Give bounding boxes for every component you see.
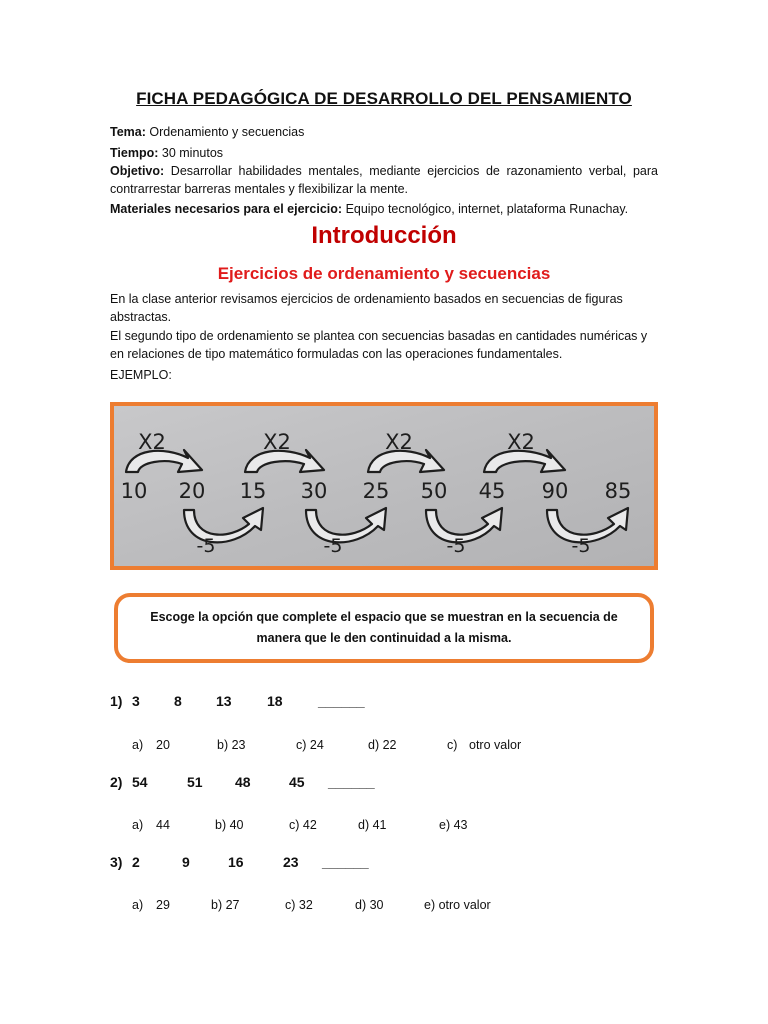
q3-option-value[interactable]: 29 xyxy=(156,898,170,912)
tiempo-value: 30 minutos xyxy=(161,146,224,160)
tiempo-label: Tiempo: xyxy=(110,146,159,160)
instruction-box: Escoge la opción que complete el espacio que se muestran en la secuencia de manera que le den continuidad a la misma. xyxy=(114,593,654,663)
q2-option-label: a) xyxy=(132,818,144,832)
sequence-number: 90 xyxy=(541,479,569,503)
sequence-number: 85 xyxy=(604,479,632,503)
meta-objetivo xyxy=(110,162,658,198)
tema-label: Tema: xyxy=(110,125,146,139)
question-1-term: 8 xyxy=(174,693,182,709)
question-1-term: 18 xyxy=(267,693,283,709)
question-3-blank[interactable]: ______ xyxy=(322,854,369,870)
q3-option[interactable]: e) otro valor xyxy=(424,898,491,912)
question-2-term: 45 xyxy=(289,774,305,790)
question-3-term: 2 xyxy=(132,854,140,870)
sequence-number: 25 xyxy=(362,479,390,503)
question-2-blank[interactable]: ______ xyxy=(328,774,375,790)
meta-tiempo xyxy=(110,144,658,162)
q1-option[interactable]: b) 23 xyxy=(217,738,246,752)
q3-option[interactable]: c) 32 xyxy=(285,898,313,912)
sequence-number: 15 xyxy=(239,479,267,503)
intro-paragraph-3: EJEMPLO: xyxy=(110,368,172,382)
multiply-label: X2 xyxy=(385,430,413,454)
sequence-number: 50 xyxy=(420,479,448,503)
question-3-number: 3) xyxy=(110,854,123,870)
multiply-label: X2 xyxy=(507,430,535,454)
intro-paragraph-2: El segundo tipo de ordenamiento se plantea con secuencias basadas en cantidades numéricas y en relaciones de tipo matemático formuladas con las operaciones fundamentales. xyxy=(110,329,648,361)
question-1-term: 13 xyxy=(216,693,232,709)
question-3-term: 16 xyxy=(228,854,244,870)
intro-heading: Introducción xyxy=(311,222,457,249)
multiply-label: X2 xyxy=(138,430,166,454)
meta-materiales xyxy=(110,200,658,218)
q3-option-label: a) xyxy=(132,898,144,912)
q2-option[interactable]: b) 40 xyxy=(215,818,244,832)
sequence-number: 20 xyxy=(178,479,206,503)
q3-option[interactable]: b) 27 xyxy=(211,898,240,912)
q2-option[interactable]: e) 43 xyxy=(439,818,468,832)
meta-tema xyxy=(110,123,658,141)
subtract-label: -5 xyxy=(196,535,216,557)
sequence-number: 10 xyxy=(120,479,148,503)
q1-option[interactable]: d) 22 xyxy=(368,738,397,752)
question-2-term: 51 xyxy=(187,774,203,790)
sequence-number: 30 xyxy=(300,479,328,503)
intro-subheading: Ejercicios de ordenamiento y secuencias xyxy=(217,264,551,283)
q3-option[interactable]: d) 30 xyxy=(355,898,384,912)
intro-paragraph-1: En la clase anterior revisamos ejercicios de ordenamiento basados en secuencias de figuras abstractas. xyxy=(110,292,623,324)
subtract-label: -5 xyxy=(323,535,343,557)
page-title: FICHA PEDAGÓGICA DE DESARROLLO DEL PENSAMIENTO xyxy=(136,89,632,108)
sequence-diagram xyxy=(114,406,654,566)
objetivo-value: Desarrollar habilidades mentales, mediante ejercicios de razonamiento verbal, para contrarrestar barreras mentales y flexibilizar la mente. xyxy=(110,164,658,196)
question-1-number: 1) xyxy=(110,693,123,709)
tema-value: Ordenamiento y secuencias xyxy=(149,125,305,139)
question-1-blank[interactable]: ______ xyxy=(318,693,365,709)
question-1-term: 3 xyxy=(132,693,140,709)
q1-option-label: c) xyxy=(447,738,458,752)
question-2-term: 54 xyxy=(132,774,148,790)
question-2-number: 2) xyxy=(110,774,123,790)
materiales-value: Equipo tecnológico, internet, plataforma Runachay. xyxy=(345,202,629,216)
question-2-term: 48 xyxy=(235,774,251,790)
objetivo-label: Objetivo: xyxy=(110,164,165,178)
materiales-label: Materiales necesarios para el ejercicio: xyxy=(110,202,343,216)
question-3-term: 23 xyxy=(283,854,299,870)
q1-option-value[interactable]: 20 xyxy=(156,738,170,752)
q2-option[interactable]: d) 41 xyxy=(358,818,387,832)
subtract-label: -5 xyxy=(446,535,466,557)
q1-option[interactable]: c) 24 xyxy=(296,738,324,752)
question-3-term: 9 xyxy=(182,854,190,870)
sequence-number: 45 xyxy=(478,479,506,503)
example-image xyxy=(110,402,658,570)
subtract-label: -5 xyxy=(571,535,591,557)
q1-option-value[interactable]: otro valor xyxy=(469,738,522,752)
q2-option[interactable]: c) 42 xyxy=(289,818,317,832)
multiply-label: X2 xyxy=(263,430,291,454)
q2-option-value[interactable]: 44 xyxy=(156,818,170,832)
q1-option-label: a) xyxy=(132,738,144,752)
